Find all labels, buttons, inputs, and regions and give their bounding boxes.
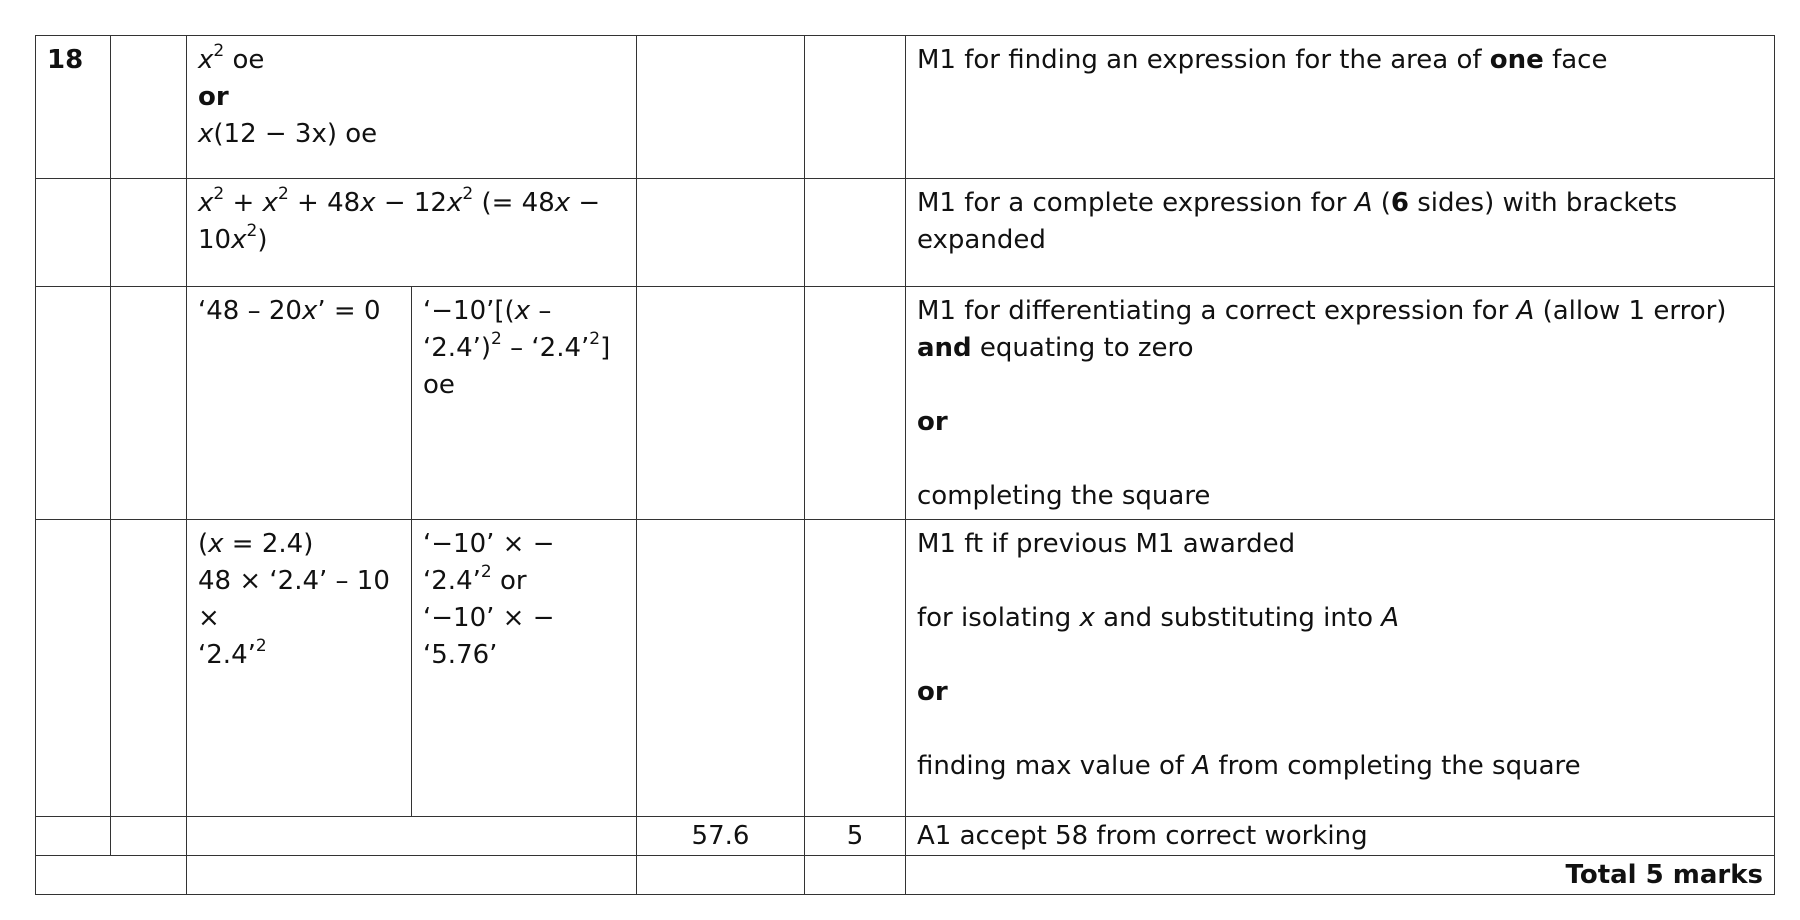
mark-cell [805, 520, 906, 817]
working-cell [187, 856, 637, 895]
working-cell: $x^2 + x^2 + 48x - 12x^2$ (= $48x - 10x^2$) [187, 179, 637, 287]
working-cell-left [187, 520, 412, 817]
guidance-line-4: completing the square [917, 481, 1211, 511]
mark-cell [805, 179, 906, 287]
working-line-1: $x^2$ oe [198, 41, 265, 75]
part-cell [111, 287, 187, 520]
guidance-line-2: and equating to zero [917, 333, 1194, 363]
mark-cell [805, 287, 906, 520]
answer-cell [637, 287, 805, 520]
row-4 [36, 520, 1775, 817]
total-blank [36, 856, 187, 895]
mark-cell [805, 856, 906, 895]
mark-cell [805, 36, 906, 179]
guidance-cell: A1 accept 58 from correct working [906, 817, 1775, 856]
guidance-cell [906, 520, 1775, 817]
question-number [36, 520, 111, 817]
part-cell [111, 36, 187, 179]
guidance-cell: M1 for finding an expression for the area of one face [906, 36, 1775, 179]
guidance-line-2: for isolating x and substituting into A [917, 603, 1400, 633]
part-cell [111, 817, 187, 856]
question-number [36, 817, 111, 856]
working-cell [187, 36, 637, 179]
working-cell [187, 817, 637, 856]
answer-cell [637, 856, 805, 895]
answer-cell [637, 179, 805, 287]
mark-scheme-table [35, 35, 1775, 895]
guidance-line-1: M1 ft if previous M1 awarded [917, 529, 1296, 559]
answer-cell [637, 520, 805, 817]
guidance-cell [906, 287, 1775, 520]
working-line-1: ‘−10’ × − ‘2.4’$^2$ or [423, 529, 555, 596]
row-5 [36, 817, 1775, 856]
row-2 [36, 179, 1775, 287]
guidance-or: or [917, 407, 948, 437]
working-line-2: 48 × ‘2.4’ – 10 × [198, 566, 390, 633]
working-line-1: (x = 2.4) [198, 529, 314, 559]
row-3 [36, 287, 1775, 520]
working-line-2: ‘−10’ × − ‘5.76’ [423, 603, 555, 670]
mark-cell: 5 [805, 817, 906, 856]
part-cell [111, 520, 187, 817]
working-or: or [198, 82, 229, 112]
question-number: 18 [36, 36, 111, 179]
total-marks: Total 5 marks [906, 856, 1775, 895]
working-cell-left: ‘48 – 20x’ = 0 [187, 287, 412, 520]
working-cell-right: ‘−10’[(x – ‘2.4’)$^2$ – ‘2.4’$^2$] oe [412, 287, 637, 520]
guidance-cell: M1 for a complete expression for A (6 sides) with brackets expanded [906, 179, 1775, 287]
row-1 [36, 36, 1775, 179]
guidance-or: or [917, 677, 948, 707]
answer-cell [637, 36, 805, 179]
working-line-3: ‘2.4’$^2$ [198, 636, 267, 670]
answer-cell: 57.6 [637, 817, 805, 856]
guidance-line-4: finding max value of A from completing the square [917, 751, 1581, 781]
question-number [36, 287, 111, 520]
part-cell [111, 179, 187, 287]
guidance-line-1: M1 for differentiating a correct expression for A (allow 1 error) [917, 296, 1727, 326]
row-6-total [36, 856, 1775, 895]
question-number [36, 179, 111, 287]
working-cell-right [412, 520, 637, 817]
working-line-3: x(12 − 3x) oe [198, 119, 378, 149]
